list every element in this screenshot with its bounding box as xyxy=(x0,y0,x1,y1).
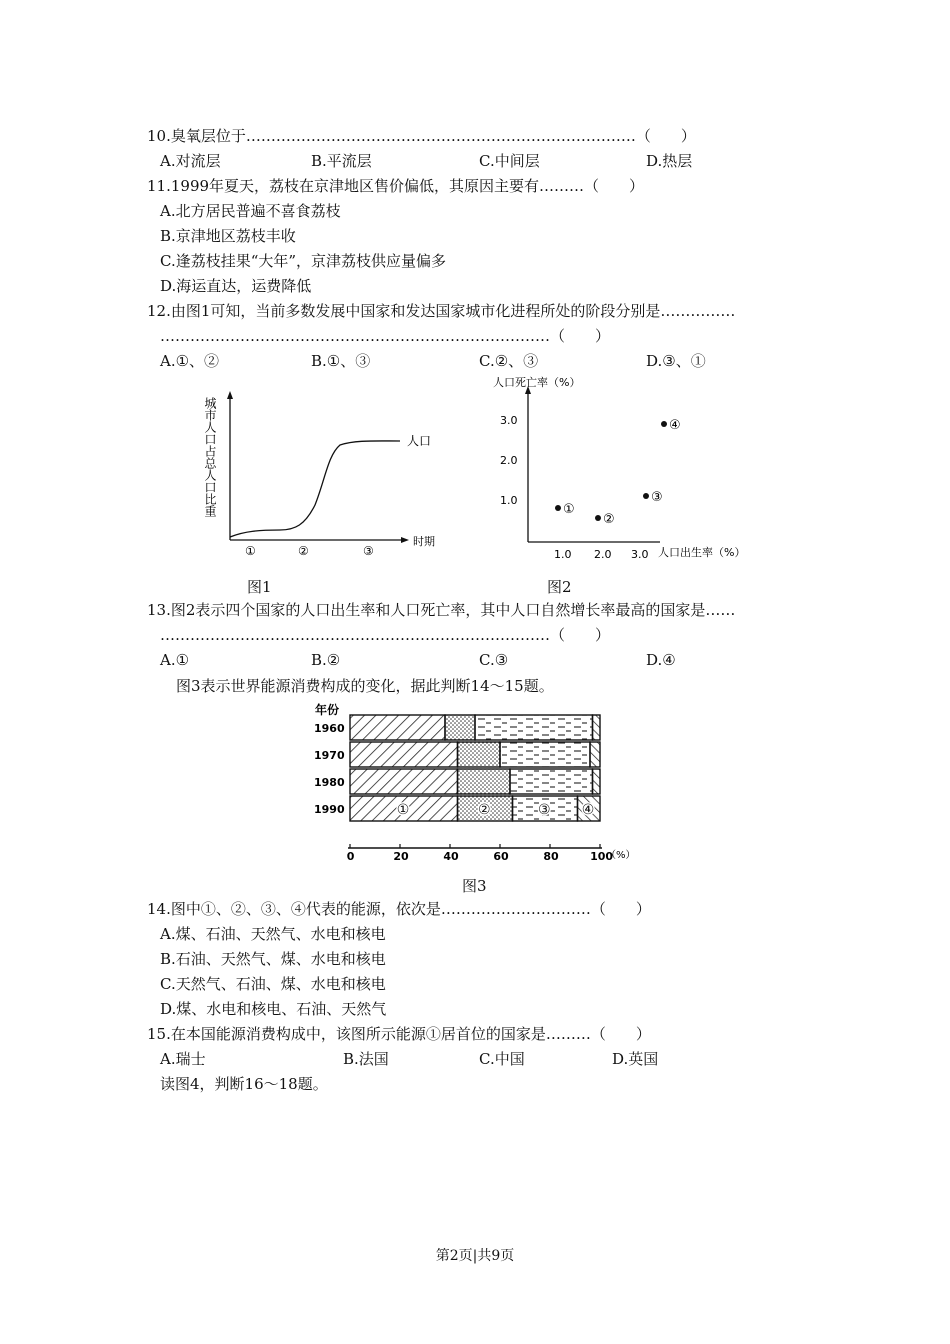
fig3-xtick-100: 100 xyxy=(590,850,614,863)
figure-3-energy-stacked-bar xyxy=(300,700,660,865)
fig2-xtick-3: 3.0 xyxy=(631,548,649,561)
fig2-point-label-2: ② xyxy=(603,512,615,527)
q14-option-c: C.天然气、石油、煤、水电和核电 xyxy=(160,975,386,993)
q13-stem-line1: 13.图2表示四个国家的人口出生率和人口死亡率，其中人口自然增长率最高的国家是…… xyxy=(147,601,736,619)
fig2-point-1 xyxy=(555,505,561,511)
q15-option-a: A.瑞士 xyxy=(160,1050,206,1068)
q12-stem-line2: ……………………………………………………………………（ ） xyxy=(160,327,611,345)
q12-option-d: D.③、① xyxy=(646,352,706,370)
fig2-xlabel: 人口出生率（%） xyxy=(658,546,746,559)
q13-option-d: D.④ xyxy=(646,651,676,669)
q15-option-b: B.法国 xyxy=(343,1050,389,1068)
fig2-point-3 xyxy=(643,493,649,499)
fig2-ytick-2: 2.0 xyxy=(500,454,518,467)
fig1-ylabel: 城市人口占总人口比重 xyxy=(203,397,217,517)
fig3-bar-1960-series-4 xyxy=(593,715,601,740)
q11-option-c: C.逢荔枝挂果“大年”，京津荔枝供应量偏多 xyxy=(160,252,447,270)
q12-stem-line1: 12.由图1可知，当前多数发展中国家和发达国家城市化进程所处的阶段分别是…………… xyxy=(147,302,736,320)
fig3-series-label-4: ④ xyxy=(581,802,595,818)
fig2-point-4 xyxy=(661,421,667,427)
fig3-ylabel: 年份 xyxy=(315,703,340,717)
q13-option-b: B.② xyxy=(311,651,341,669)
fig2-point-label-1: ① xyxy=(563,502,575,517)
fig3-bar-1970-series-1 xyxy=(350,742,458,767)
q12-option-a: A.①、② xyxy=(160,352,220,370)
fig3-bar-1960-series-3 xyxy=(475,715,593,740)
q14-stem: 14.图中①、②、③、④代表的能源，依次是…………………………（ ） xyxy=(147,900,651,918)
fig2-xtick-2: 2.0 xyxy=(594,548,612,561)
fig2-ytick-1: 1.0 xyxy=(500,494,518,507)
fig1-axes xyxy=(227,391,409,543)
fig3-bar-1960-series-2 xyxy=(445,715,475,740)
fig1-curve xyxy=(230,441,400,537)
q11-stem: 11.1999年夏天，荔枝在京津地区售价偏低，其原因主要有………（ ） xyxy=(147,177,645,195)
q10-option-a: A.对流层 xyxy=(160,152,221,170)
q13-stem-line2: ……………………………………………………………………（ ） xyxy=(160,626,611,644)
q14-option-b: B.石油、天然气、煤、水电和核电 xyxy=(160,950,386,968)
fig2-ytick-3: 3.0 xyxy=(500,414,518,427)
fig3-bar-1960-series-1 xyxy=(350,715,445,740)
q12-option-c: C.②、③ xyxy=(479,352,539,370)
fig1-tick-1: ① xyxy=(245,544,256,558)
q10-option-d: D.热层 xyxy=(646,152,693,170)
q14-option-a: A.煤、石油、天然气、水电和核电 xyxy=(160,925,386,943)
fig3-caption: 图3 xyxy=(462,877,487,895)
q10-option-c: C.中间层 xyxy=(479,152,540,170)
fig1-caption: 图1 xyxy=(247,578,272,596)
q12-option-b: B.①、③ xyxy=(311,352,371,370)
q13-option-c: C.③ xyxy=(479,651,509,669)
fig3-xtick-60: 60 xyxy=(493,850,509,863)
q13-option-a: A.① xyxy=(160,651,190,669)
q15-option-d: D.英国 xyxy=(612,1050,659,1068)
fig3-bar-1980-series-4 xyxy=(593,769,601,794)
fig3-series-label-3: ③ xyxy=(538,802,551,818)
q15-option-c: C.中国 xyxy=(479,1050,525,1068)
fig3-bar-1970-series-2 xyxy=(458,742,501,767)
page-footer: 第2页|共9页 xyxy=(435,1248,515,1264)
fig2-xtick-1: 1.0 xyxy=(554,548,572,561)
q11-option-b: B.京津地区荔枝丰收 xyxy=(160,227,296,245)
fig3-x-unit: （%） xyxy=(606,850,636,861)
fig1-tick-3: ③ xyxy=(363,544,374,558)
q14-option-d: D.煤、水电和核电、石油、天然气 xyxy=(160,1000,387,1018)
fig2-point-label-4: ④ xyxy=(669,418,681,433)
fig3-bar-1970-series-4 xyxy=(590,742,600,767)
fig2-ylabel: 人口死亡率（%） xyxy=(493,376,581,389)
fig1-curve-label: 人口 xyxy=(407,434,432,448)
fig2-point-2 xyxy=(595,515,601,521)
fig3-bar-1980-series-3 xyxy=(510,769,593,794)
q11-option-d: D.海运直达，运费降低 xyxy=(160,277,312,295)
fig1-xlabel: 时期 xyxy=(413,535,435,548)
fig2-axes xyxy=(525,386,660,542)
fig3-bar-1980-series-1 xyxy=(350,769,458,794)
fig2-caption: 图2 xyxy=(547,578,572,596)
q10-option-b: B.平流层 xyxy=(311,152,372,170)
q11-option-a: A.北方居民普遍不喜食荔枝 xyxy=(160,202,341,220)
q15-stem: 15.在本国能源消费构成中，该图所示能源①居首位的国家是………（ ） xyxy=(147,1025,651,1043)
fig2-point-label-3: ③ xyxy=(651,490,663,505)
figure-2-birth-death-scatter xyxy=(488,370,758,565)
fig3-year-1970: 1970 xyxy=(314,749,345,762)
fig3-xtick-40: 40 xyxy=(443,850,459,863)
fig3-year-1980: 1980 xyxy=(314,776,345,789)
fig3-bar-1980-series-2 xyxy=(458,769,511,794)
figure-1-urbanization-curve xyxy=(200,385,460,560)
intro-14-15: 图3表示世界能源消费构成的变化，据此判断14～15题。 xyxy=(176,677,554,695)
fig3-series-label-1: ① xyxy=(396,802,410,818)
q10-stem: 10.臭氧层位于……………………………………………………………………（ ） xyxy=(147,127,696,145)
intro-16-18: 读图4，判断16～18题。 xyxy=(160,1075,328,1093)
fig3-year-1990: 1990 xyxy=(314,803,345,816)
fig3-xtick-0: 0 xyxy=(346,850,355,863)
fig3-bar-1970-series-3 xyxy=(500,742,590,767)
fig3-xtick-20: 20 xyxy=(393,850,409,863)
fig1-tick-2: ② xyxy=(298,544,309,558)
fig3-year-1960: 1960 xyxy=(314,722,345,735)
fig3-xtick-80: 80 xyxy=(543,850,559,863)
fig3-series-label-2: ② xyxy=(478,802,491,818)
